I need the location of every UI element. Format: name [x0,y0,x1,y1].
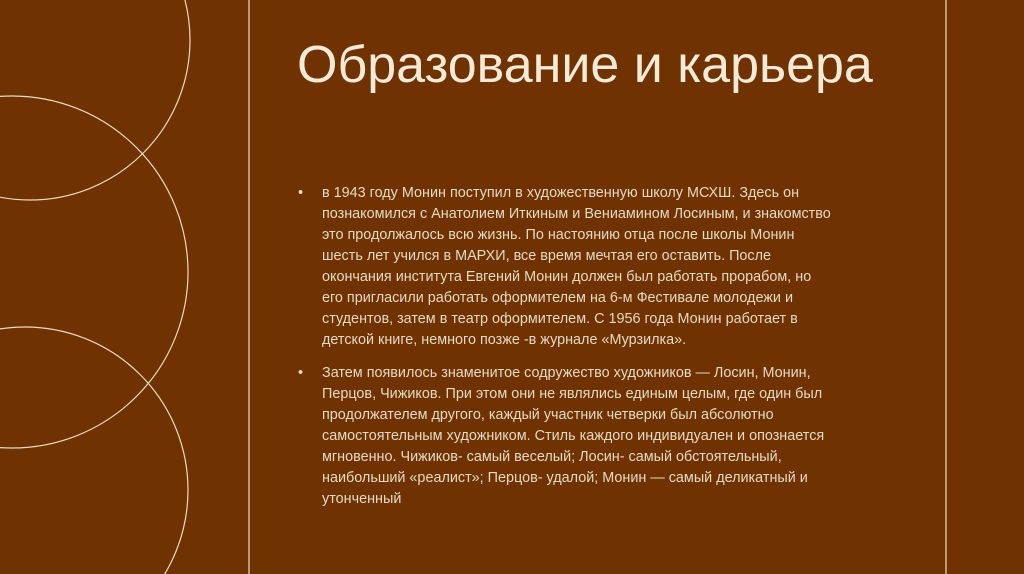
decorative-circle-middle [0,96,188,448]
decorative-circle-bottom [0,327,188,574]
bullet-marker: • [298,185,304,201]
bullet-item [296,363,836,510]
slide-title: Образование и карьера [297,36,873,94]
bullet-marker: • [298,365,304,381]
bullet-text: в 1943 году Монин поступил в художественную школу МСХШ. Здесь он познакомился с Анатолием Иткиным и Вениамином Лосиным, и знакомство это продолжалось всю жизнь. По настоянию отца после школы Монин шесть лет учился в МАРХИ, все время мечтая его оставить. После окончания института Евгений Монин должен был работать прорабом, но его пригласили работать оформителем на 6-м Фестивале молодежи и студентов, затем в театр оформителем. С 1956 года Монин работает в детской книге, немного позже -в журнале «Мурзилка». [322,185,831,348]
decorative-circle-top [0,0,190,200]
bullet-list [296,183,836,522]
bullet-item [296,183,836,351]
bullet-text: Затем появилось знаменитое содружество художников — Лосин, Монин, Перцов, Чижиков. При этом они не являлись единым целым, где один был продолжателем другого, каждый участник четверки был абсолютно самостоятельным художником. Стиль каждого индивидуален и опознается мгновенно. Чижиков- самый веселый; Лосин- самый обстоятельный, наибольший «реалист»; Перцов- удалой; Монин — самый деликатный и утонченный [322,365,825,507]
